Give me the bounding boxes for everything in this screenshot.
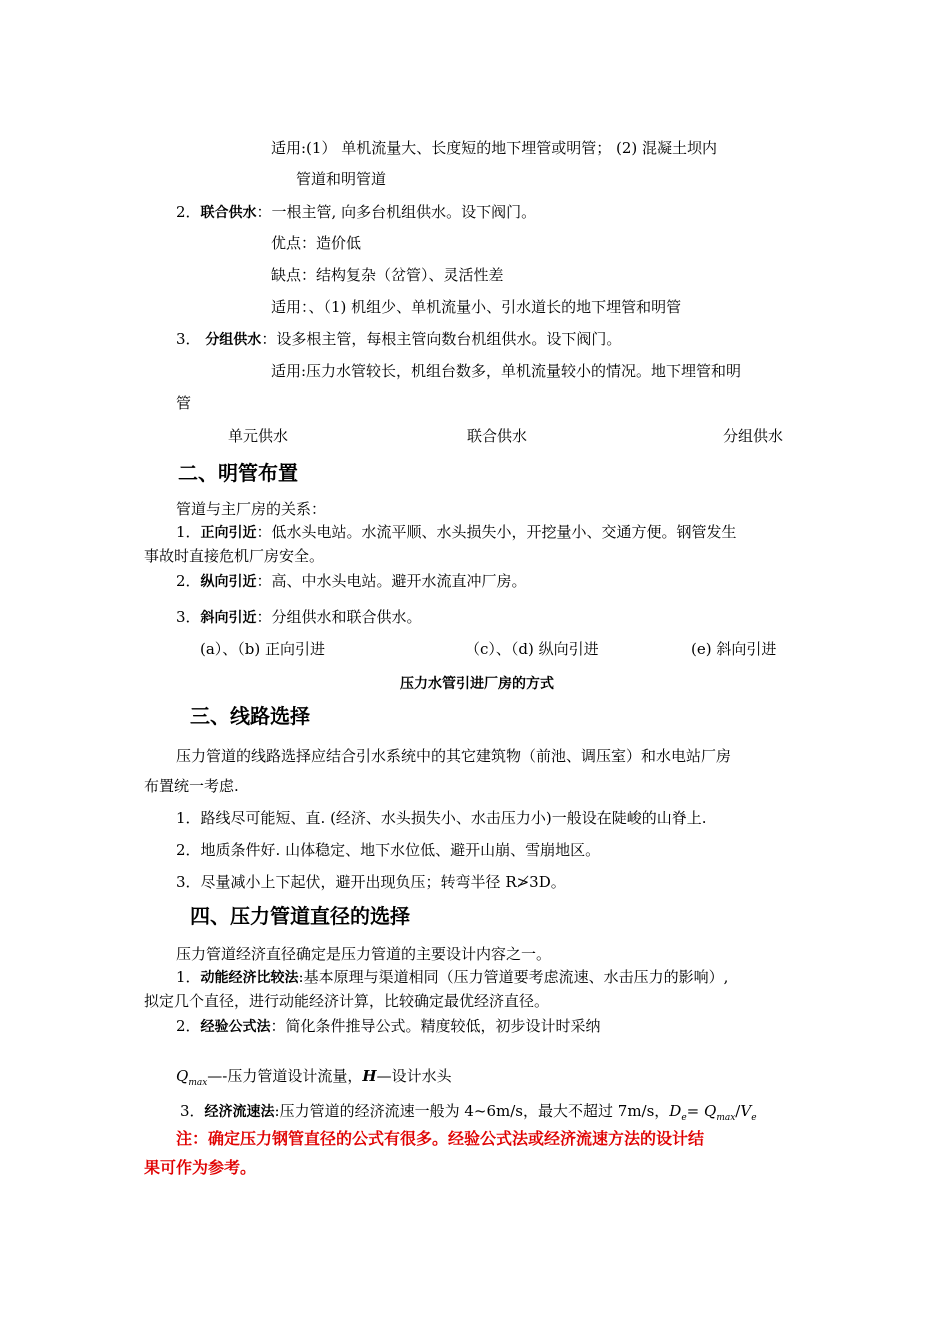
- applicability-line-2: 管道和明管道: [296, 170, 387, 188]
- item-text: ：一根主管, 向多台机组供水。设下阀门。: [256, 203, 537, 221]
- item-forward-approach-cont: 事故时直接危机厂房安全。: [144, 547, 325, 565]
- figure-label-unit: 单元供水: [228, 427, 289, 445]
- figure-label-forward: (a）、（b) 正向引进: [200, 640, 326, 658]
- item-oblique-approach: [176, 607, 422, 628]
- item-number: 3．: [176, 608, 201, 626]
- item-text: :基本原理与渠道相同（压力管道要考虑流速、水击压力的影响）,: [298, 968, 729, 986]
- item-text: :压力管道的经济流速一般为 4~6m/s，最大不超过 7m/s，: [274, 1102, 670, 1120]
- note-line-2: 果可作为参考。: [144, 1158, 257, 1177]
- variable-definitions: [176, 1066, 452, 1093]
- h-definition: —设计水头: [376, 1067, 452, 1085]
- q-symbol: Q: [176, 1067, 189, 1085]
- applicability-group-line-1: 适用:压力水管较长，机组台数多，单机流量较小的情况。地下埋管和明: [271, 362, 742, 380]
- item-joint-supply: [176, 202, 536, 223]
- section-heading-2: 二、明管布置: [178, 461, 298, 485]
- item-title: 经验公式法: [200, 1019, 271, 1035]
- item-title: 正向引近: [200, 525, 257, 541]
- method-empirical-formula: [176, 1016, 601, 1037]
- item-title: 经济流速法: [204, 1104, 275, 1120]
- formula-d: D: [669, 1102, 682, 1120]
- method-economic-velocity: [180, 1101, 757, 1128]
- item-number: 2．: [176, 572, 201, 590]
- figure-label-group: 分组供水: [723, 427, 784, 445]
- item-number: 2．: [176, 1017, 201, 1035]
- item-title: 联合供水: [200, 205, 257, 221]
- formula-sub-e2: e: [751, 1113, 757, 1123]
- route-rule-2: 2．地质条件好. 山体稳定、地下水位低、避开山崩、雪崩地区。: [176, 841, 601, 859]
- item-number: 1．: [176, 968, 201, 986]
- section-2-intro: 管道与主厂房的关系：: [176, 500, 327, 518]
- disadvantage-line: 缺点：结构复杂（岔管）、灵活性差: [271, 266, 504, 284]
- item-text: ：低水头电站。水流平顺、水头损失小，开挖量小、交通方便。钢管发生: [256, 523, 737, 541]
- method-energy-economic: [176, 967, 728, 988]
- figure-label-joint: 联合供水: [467, 427, 528, 445]
- q-definition: —-压力管道设计流量，: [207, 1067, 363, 1085]
- item-number: 3．: [180, 1102, 205, 1120]
- item-forward-approach: [176, 522, 737, 543]
- item-number: 1．: [176, 523, 201, 541]
- item-group-supply: [176, 329, 621, 350]
- item-title: 纵向引近: [200, 574, 257, 590]
- figure-label-oblique: (e) 斜向引进: [691, 640, 777, 658]
- applicability-line-1: 适用:(1） 单机流量大、长度短的地下埋管或明管； (2) 混凝土坝内: [271, 139, 718, 157]
- diameter-intro: 压力管道经济直径确定是压力管道的主要设计内容之一。: [176, 945, 552, 963]
- applicability-joint: 适用：、（1) 机组少、单机流量小、引水道长的地下埋管和明管: [271, 298, 682, 316]
- item-title: 斜向引近: [200, 610, 257, 626]
- item-number: 3．: [176, 330, 206, 348]
- route-rule-3: 3．尽量减小上下起伏，避开出现负压；转弯半径 R≯3D。: [176, 873, 566, 891]
- applicability-group-line-2: 管: [176, 394, 192, 412]
- item-longitudinal-approach: [176, 571, 527, 592]
- item-text: ：高、中水头电站。避开水流直冲厂房。: [256, 572, 527, 590]
- advantage-line: 优点：造价低: [271, 234, 362, 252]
- formula-v: V: [740, 1102, 752, 1120]
- section-heading-4: 四、压力管道直径的选择: [190, 904, 410, 928]
- item-title: 动能经济比较法: [200, 970, 299, 986]
- formula-sub-e: e: [681, 1113, 687, 1123]
- formula-sub-max: max: [716, 1113, 736, 1123]
- note-line-1: 注：确定压力钢管直径的公式有很多。经验公式法或经济流速方法的设计结: [176, 1129, 705, 1148]
- formula-q: Q: [704, 1102, 717, 1120]
- route-paragraph-line-1: 压力管道的线路选择应结合引水系统中的其它建筑物（前池、调压室）和水电站厂房: [176, 747, 732, 765]
- item-number: 2．: [176, 203, 201, 221]
- route-rule-1: 1．路线尽可能短、直. (经济、水头损失小、水击压力小)一般设在陡峻的山脊上.: [176, 809, 707, 827]
- item-title: 分组供水: [205, 332, 262, 348]
- method-energy-economic-cont: 拟定几个直径，进行动能经济计算，比较确定最优经济直径。: [144, 992, 550, 1010]
- formula-equals: =: [686, 1102, 704, 1120]
- velocity-formula: [669, 1102, 757, 1123]
- item-text: ：分组供水和联合供水。: [256, 608, 422, 626]
- route-paragraph-line-2: 布置统一考虑.: [144, 777, 239, 795]
- section-heading-3: 三、线路选择: [190, 704, 310, 728]
- item-text: ：简化条件推导公式。精度较低，初步设计时采纳: [270, 1017, 601, 1035]
- figure-caption: 压力水管引进厂房的方式: [400, 676, 554, 692]
- h-symbol: H: [362, 1067, 377, 1085]
- formula-slash: /: [735, 1102, 741, 1120]
- item-text: ：设多根主管，每根主管向数台机组供水。设下阀门。: [261, 330, 622, 348]
- q-subscript: max: [188, 1078, 208, 1088]
- figure-label-longitudinal: （c）、（d) 纵向引进: [465, 640, 599, 658]
